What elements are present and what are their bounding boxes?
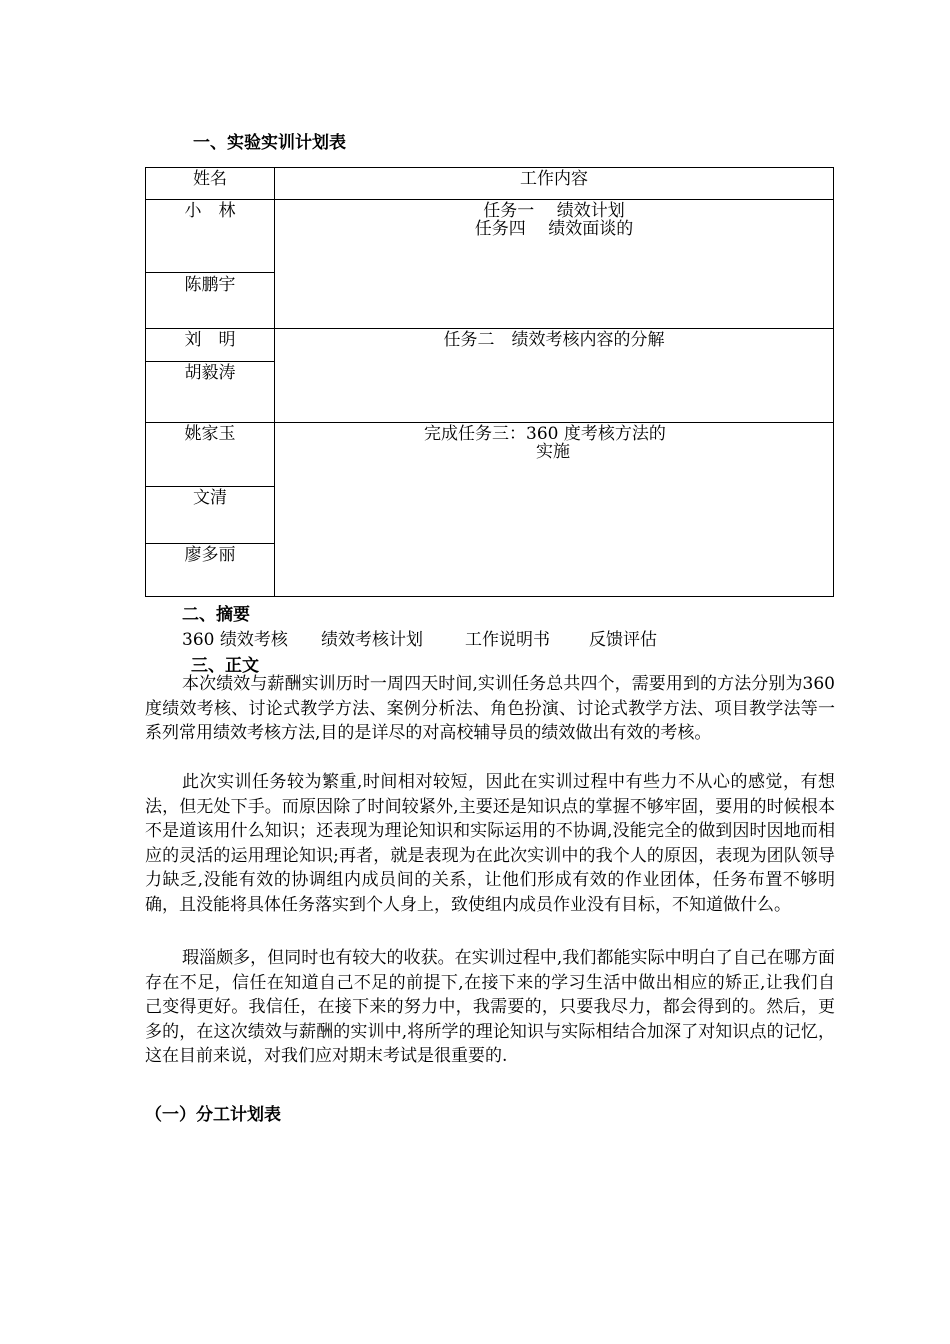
table-header-divider: [145, 199, 834, 200]
table-cell-name: 廖多丽: [184, 545, 236, 565]
table-row-divider: [145, 361, 274, 362]
table-border-top: [145, 167, 834, 168]
table-cell-name: 姚家玉: [184, 424, 236, 444]
section-title-body: 三、正文: [191, 656, 259, 676]
section-title-plan: 一、实验实训计划表: [193, 133, 346, 153]
table-cell-name: 小 林: [184, 201, 236, 221]
table-cell-name: 刘 明: [184, 330, 236, 350]
table-row-divider: [145, 486, 274, 487]
body-paragraph: 本次绩效与薪酬实训历时一周四天时间,实训任务总共四个，需要用到的方法分别为360度绩效考核、讨论式教学方法、案例分析法、角色扮演、讨论式教学方法、项目教学法等一系列常用绩效考核方法,目的是详尽的对高校辅导员的绩效做出有效的考核。: [145, 674, 835, 743]
table-group-divider: [145, 422, 834, 423]
table-row-divider: [145, 543, 274, 544]
table-cell-content: 实施: [536, 442, 570, 462]
keyword: 反馈评估: [589, 630, 657, 650]
keyword: 绩效考核计划: [321, 630, 423, 650]
table-cell-name: 胡毅涛: [184, 363, 236, 383]
table-header-name: 姓名: [193, 169, 227, 189]
table-cell-name: 陈鹏宇: [184, 275, 236, 295]
table-cell-content: 完成任务三：360 度考核方法的: [424, 424, 666, 444]
table-border-left: [145, 167, 146, 597]
keyword: 360 绩效考核: [182, 630, 288, 650]
subsection-title-division-plan: （一）分工计划表: [145, 1105, 281, 1125]
table-cell-name: 文清: [193, 488, 227, 508]
table-header-content: 工作内容: [520, 169, 588, 189]
table-cell-content: 任务二 绩效考核内容的分解: [443, 330, 665, 350]
table-border-bottom: [145, 596, 834, 597]
table-border-right: [833, 167, 834, 597]
table-row-divider: [145, 272, 274, 273]
table-group-divider: [145, 328, 834, 329]
table-cell-content: 任务一 绩效计划: [483, 201, 625, 221]
keyword: 工作说明书: [465, 630, 550, 650]
section-title-abstract: 二、摘要: [182, 605, 250, 625]
body-paragraph: 此次实训任务较为繁重,时间相对较短，因此在实训过程中有些力不从心的感觉，有想法，但无处下手。而原因除了时间较紧外,主要还是知识点的掌握不够牢固，要用的时候根本不是道该用什么知识；还表现为理论知识和实际运用的不协调,没能完全的做到因时因地而相应的灵活的运用理论知识;再者，就是表现为在此次实训中的我个人的原因，表现为团队领导力缺乏,没能有效的协调组内成员间的关系，让他们形成有效的作业团体，任务布置不够明确，且没能将具体任务落实到个人身上，致使组内成员作业没有目标，不知道做什么。: [145, 772, 835, 915]
body-paragraph: 瑕淄颇多，但同时也有较大的收获。在实训过程中,我们都能实际中明白了自己在哪方面存在不足，信任在知道自己不足的前提下,在接下来的学习生活中做出相应的矫正,让我们自己变得更好。我信任，在接下来的努力中，我需要的，只要我尽力，都会得到的。然后，更多的，在这次绩效与薪酬的实训中,将所学的理论知识与实际相结合加深了对知识点的记忆，这在目前来说，对我们应对期末考试是很重要的.: [145, 948, 835, 1066]
table-cell-content: 任务四 绩效面谈的: [474, 219, 634, 239]
